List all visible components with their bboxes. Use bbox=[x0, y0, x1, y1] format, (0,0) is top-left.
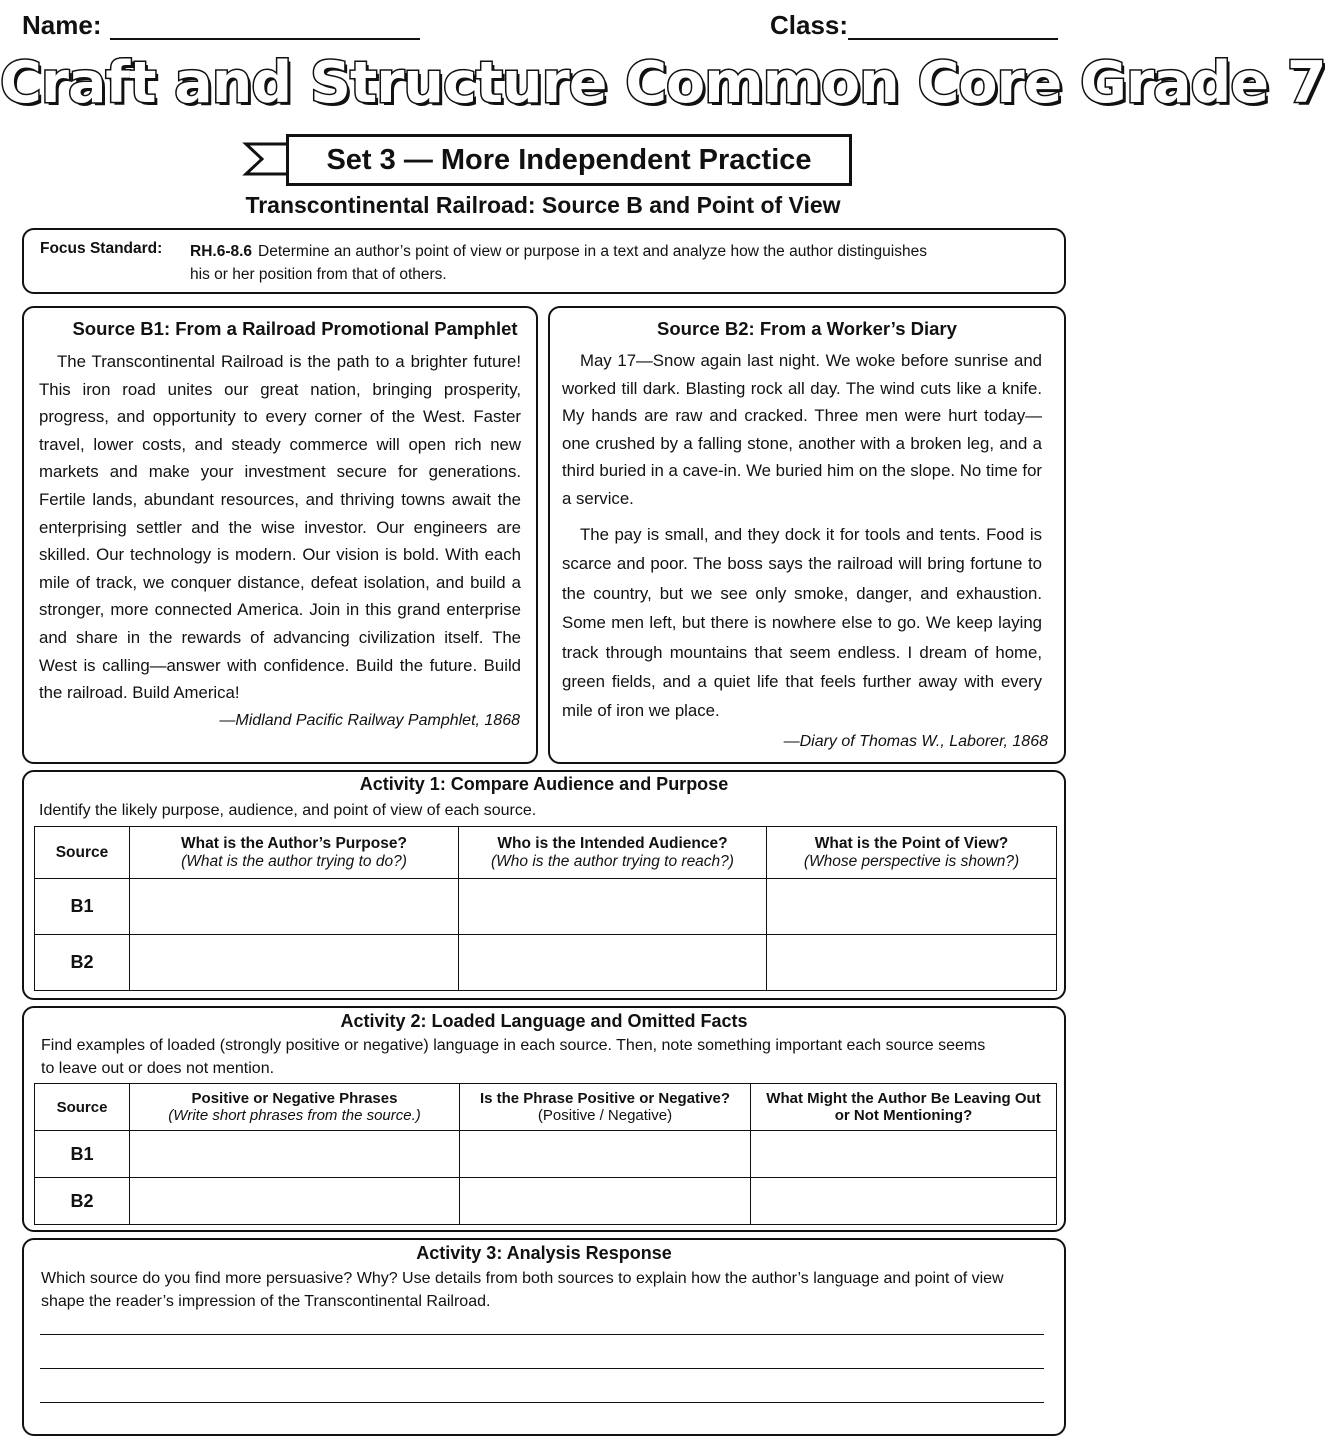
source-b2-citation: —Diary of Thomas W., Laborer, 1868 bbox=[783, 733, 1048, 750]
column-header: Who is the Intended Audience? (Who is the author trying to reach?) bbox=[459, 827, 767, 879]
answer-cell[interactable] bbox=[767, 879, 1057, 935]
answer-cell[interactable] bbox=[767, 935, 1057, 991]
activity3-box bbox=[22, 1238, 1066, 1436]
answer-cell[interactable] bbox=[130, 879, 459, 935]
focus-description: Determine an author’s point of view or purpose in a text and analyze how the author distinguishes his or her position from that of others. bbox=[190, 243, 927, 283]
source-b1-body: The Transcontinental Railroad is the path to a brighter future! This iron road unites our great nation, bringing prosperity, progress, and opportunity to every corner of the West. Faster travel, lower costs, and steady commerce will open rich new markets and make your investment secure for generations. Fertile lands, abundant resources, and thriving towns await the enterprising settler and the wise investor. Our engineers are skilled. Our technology is modern. Our vision is bold. With each mile of track, we conquer distance, defeat isolation, and build a stronger, more connected America. Join in this grand enterprise and share in the rewards of advancing civilization itself. The West is calling—answer with confidence. Build the future. Build the railroad. Build America! bbox=[39, 352, 521, 703]
set-banner: Set 3 — More Independent Practice bbox=[286, 134, 852, 186]
activity2-table bbox=[34, 1083, 1057, 1225]
focus-text bbox=[190, 240, 950, 286]
answer-cell[interactable] bbox=[459, 935, 767, 991]
column-header: What is the Author’s Purpose? (What is the author trying to do?) bbox=[130, 827, 459, 879]
column-header: Source bbox=[35, 1084, 130, 1131]
table-row bbox=[35, 935, 1057, 991]
answer-cell[interactable] bbox=[459, 879, 767, 935]
column-header: Positive or Negative Phrases (Write short phrases from the source.) bbox=[130, 1084, 460, 1131]
source-b1-box bbox=[22, 306, 538, 764]
table-header-row bbox=[35, 827, 1057, 879]
column-header: What is the Point of View? (Whose perspective is shown?) bbox=[767, 827, 1057, 879]
name-field[interactable] bbox=[110, 38, 420, 40]
answer-cell[interactable] bbox=[751, 1178, 1057, 1225]
answer-cell[interactable] bbox=[460, 1178, 751, 1225]
activity2-title: Activity 2: Loaded Language and Omitted Facts bbox=[340, 1011, 748, 1031]
source-b1-citation: —Midland Pacific Railway Pamphlet, 1868 bbox=[219, 712, 520, 729]
focus-standard-box bbox=[22, 228, 1066, 294]
answer-cell[interactable] bbox=[751, 1131, 1057, 1178]
table-row bbox=[35, 1131, 1057, 1178]
source-b2-title: Source B2: From a Worker’s Diary bbox=[657, 318, 957, 339]
answer-cell[interactable] bbox=[130, 1131, 460, 1178]
row-label-b1: B1 bbox=[35, 1131, 130, 1178]
row-label-b2: B2 bbox=[35, 1178, 130, 1225]
class-label: Class: bbox=[770, 10, 849, 40]
source-b2-para1: May 17—Snow again last night. We woke before sunrise and worked till dark. Blasting rock all day. The wind cuts like a knife. My hands are raw and cracked. Three men were hurt today—one crushed by a falling stone, another with a broken leg, and a third buried in a cave-in. We buried him on the slope. No time for a service. bbox=[562, 351, 1042, 508]
column-header: What Might the Author Be Leaving Out or Not Mentioning? bbox=[751, 1084, 1057, 1131]
page-subtitle: Transcontinental Railroad: Source B and Point of View bbox=[245, 192, 841, 218]
row-label-b1: B1 bbox=[35, 879, 130, 935]
answer-line[interactable] bbox=[40, 1368, 1044, 1369]
column-header: Is the Phrase Positive or Negative? (Positive / Negative) bbox=[460, 1084, 751, 1131]
activity1-instructions: Identify the likely purpose, audience, and point of view of each source. bbox=[39, 802, 537, 819]
table-row bbox=[35, 879, 1057, 935]
answer-cell[interactable] bbox=[460, 1131, 751, 1178]
source-b2-para2: The pay is small, and they dock it for tools and tents. Food is scarce and poor. The boss says the railroad will bring fortune to the country, but we see only smoke, danger, and exhaustion. Some men left, but there is nowhere else to go. We keep laying track through mountains that seem endless. I dream of home, green fields, and a quiet life that feels further away with every mile of iron we place. bbox=[562, 525, 1042, 721]
answer-line[interactable] bbox=[40, 1402, 1044, 1403]
focus-standard-code: RH.6-8.6 bbox=[190, 243, 253, 260]
page-title: Craft and Structure Common Core Grade 7 bbox=[0, 50, 1326, 116]
activity3-title: Activity 3: Analysis Response bbox=[416, 1243, 672, 1263]
activity2-box bbox=[22, 1006, 1066, 1232]
activity3-instructions: Which source do you find more persuasive? Why? Use details from both sources to explain how the author’s language and point of view shape the reader’s impression of the Transcontinental Railroad. bbox=[41, 1270, 1004, 1310]
row-label-b2: B2 bbox=[35, 935, 130, 991]
focus-label: Focus Standard: bbox=[40, 240, 163, 257]
answer-cell[interactable] bbox=[130, 935, 459, 991]
activity1-box bbox=[22, 770, 1066, 1000]
name-label: Name: bbox=[22, 10, 102, 40]
activity1-table bbox=[34, 826, 1057, 991]
answer-line[interactable] bbox=[40, 1334, 1044, 1335]
table-header-row bbox=[35, 1084, 1057, 1131]
class-field[interactable] bbox=[848, 38, 1058, 40]
column-header: Source bbox=[35, 827, 130, 879]
answer-cell[interactable] bbox=[130, 1178, 460, 1225]
source-b2-box bbox=[548, 306, 1066, 764]
table-row bbox=[35, 1178, 1057, 1225]
activity1-title: Activity 1: Compare Audience and Purpose bbox=[359, 774, 729, 794]
source-b1-title: Source B1: From a Railroad Promotional Pamphlet bbox=[72, 318, 518, 339]
activity2-instructions: Find examples of loaded (strongly positive or negative) language in each source. Then, note something important each source seems to leave out or does not mention. bbox=[41, 1037, 986, 1077]
